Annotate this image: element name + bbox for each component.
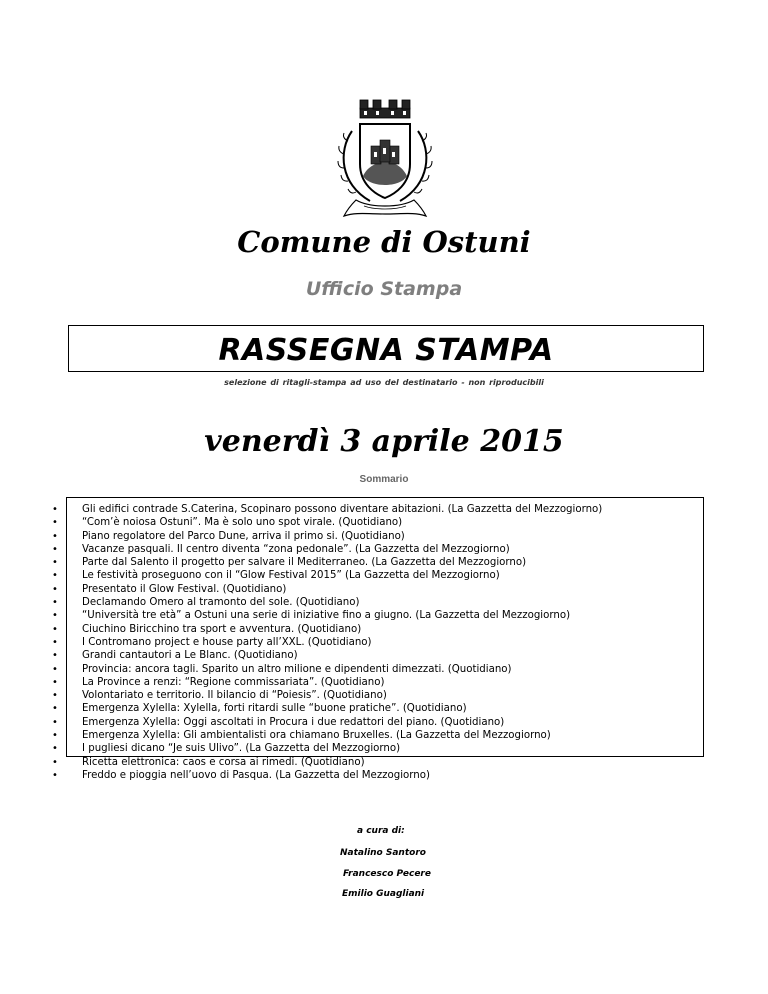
list-item: • I Contromano project e house party all’XXL. (Quotidiano) xyxy=(52,636,752,649)
list-item: • La Province a renzi: “Regione commissariata”. (Quotidiano) xyxy=(52,676,752,689)
list-item: • Vacanze pasquali. Il centro diventa “zona pedonale”. (La Gazzetta del Mezzogiorno) xyxy=(52,543,752,556)
list-item: • Emergenza Xylella: Oggi ascoltati in Procura i due redattori del piano. (Quotidiano) xyxy=(52,716,752,729)
issue-date: venerdì 3 aprile 2015 xyxy=(204,424,564,459)
credit-name: Emilio Guagliani xyxy=(342,889,425,899)
list-item: • Piano regolatore del Parco Dune, arriva il primo si. (Quotidiano) xyxy=(52,530,752,543)
credit-name: Natalino Santoro xyxy=(340,848,426,858)
list-item: • Ciuchino Biricchino tra sport e avventura. (Quotidiano) xyxy=(52,623,752,636)
list-item: • Freddo e pioggia nell’uovo di Pasqua. (La Gazzetta del Mezzogiorno) xyxy=(52,769,752,782)
list-item: • Provincia: ancora tagli. Sparito un altro milione e dipendenti dimezzati. (Quotidiano) xyxy=(52,663,752,676)
list-item: • Grandi cantautori a Le Blanc. (Quotidiano) xyxy=(52,649,752,662)
list-item: • I pugliesi dicano “Je suis Ulivo”. (La Gazzetta del Mezzogiorno) xyxy=(52,742,752,755)
summary-heading: Sommario xyxy=(359,474,409,485)
list-item: • Volontariato e territorio. Il bilancio di “Poiesis”. (Quotidiano) xyxy=(52,689,752,702)
list-item: • Emergenza Xylella: Xylella, forti ritardi sulle “buone pratiche”. (Quotidiano) xyxy=(52,702,752,715)
list-item: • “Com’è noiosa Ostuni”. Ma è solo uno spot virale. (Quotidiano) xyxy=(52,516,752,529)
list-item: • Gli edifici contrade S.Caterina, Scopinaro possono diventare abitazioni. (La Gazzetta del Mezzogiorno) xyxy=(52,503,752,516)
list-item: • Parte dal Salento il progetto per salvare il Mediterraneo. (La Gazzetta del Mezzogiorno) xyxy=(52,556,752,569)
credits-heading: a cura di: xyxy=(357,826,405,836)
disclaimer-text: selezione di ritagli-stampa ad uso del destinatario - non riproducibili xyxy=(224,378,544,387)
list-item: • Emergenza Xylella: Gli ambientalisti ora chiamano Bruxelles. (La Gazzetta del Mezzogiorno) xyxy=(52,729,752,742)
ostuni-crest-icon xyxy=(330,96,440,221)
page-subtitle: Ufficio Stampa xyxy=(305,278,463,300)
credit-name: Francesco Pecere xyxy=(343,869,431,879)
page-title: Comune di Ostuni xyxy=(237,225,531,259)
list-item: • “Università tre età” a Ostuni una serie di iniziative fino a giugno. (La Gazzetta del Mezzogiorno) xyxy=(52,609,752,622)
rassegna-title-box: RASSEGNA STAMPA xyxy=(68,325,704,372)
list-item: • Ricetta elettronica: caos e corsa ai rimedi. (Quotidiano) xyxy=(52,756,752,769)
list-item: • Presentato il Glow Festival. (Quotidiano) xyxy=(52,583,752,596)
list-item: • Le festività proseguono con il “Glow Festival 2015” (La Gazzetta del Mezzogiorno) xyxy=(52,569,752,582)
summary-list xyxy=(52,503,752,782)
list-item: • Declamando Omero al tramonto del sole. (Quotidiano) xyxy=(52,596,752,609)
